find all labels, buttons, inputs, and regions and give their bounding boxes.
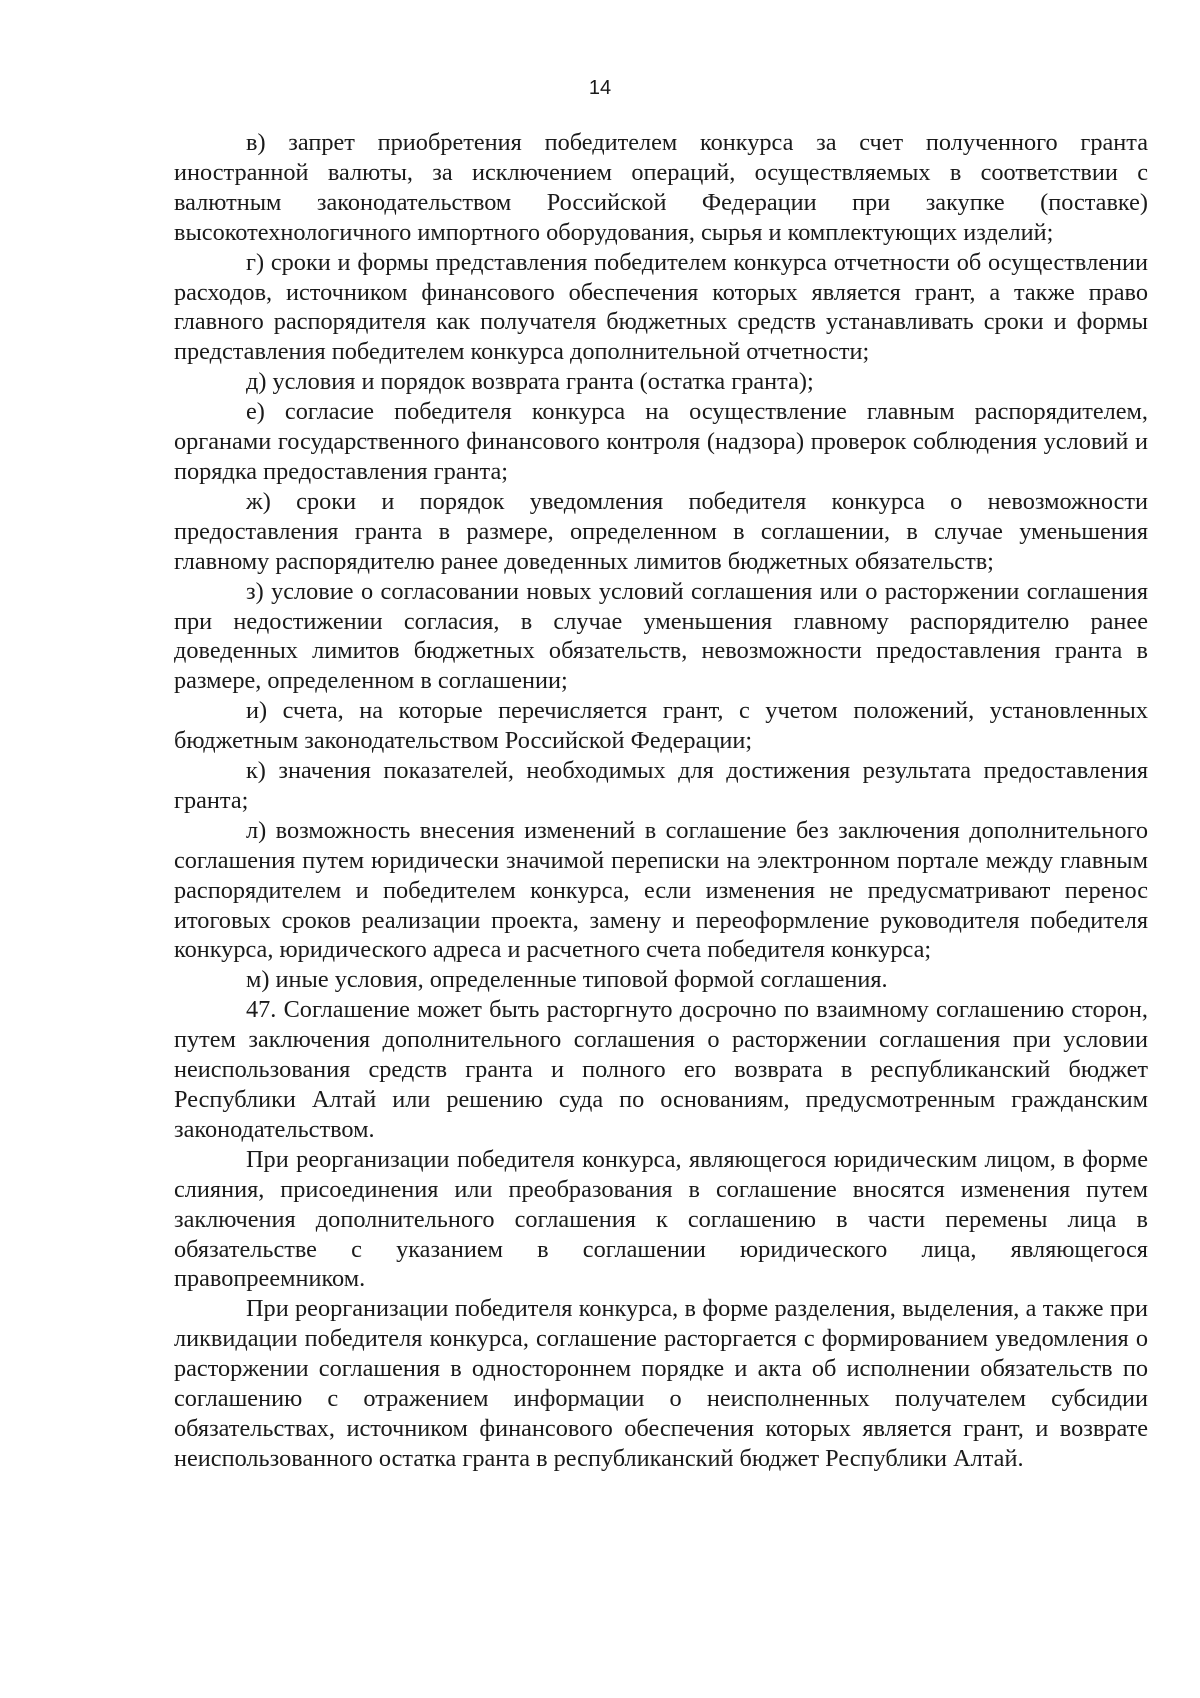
paragraph-item-k: к) значения показателей, необходимых для достижения результата предоставления гранта; <box>174 757 1148 814</box>
page-number: 14 <box>588 77 612 99</box>
paragraph-item-m: м) иные условия, определенные типовой формой соглашения. <box>246 966 888 994</box>
document-body <box>174 128 1148 1474</box>
paragraph-item-z: з) условие о согласовании новых условий соглашения или о расторжении соглашения при недостижении согласия, в случае уменьшения главному распорядителю ранее доведенных лимитов бюджетных обязательств, невозможности предоставления гранта в размере, определенном в соглашении; <box>174 577 1148 695</box>
paragraph-reorganization-division: При реорганизации победителя конкурса, в форме разделения, выделения, а также при ликвидации победителя конкурса, соглашение расторгается с формированием уведомления о расторжении соглашения в одностороннем порядке и акта об исполнении обязательств по соглашению с отражением информации о неисполненных получателем субсидии обязательствах, источником финансового обеспечения которых является грант, и возврате неиспользованного остатка гранта в республиканский бюджет Республики Алтай. <box>174 1295 1148 1472</box>
paragraph-item-zh: ж) сроки и порядок уведомления победителя конкурса о невозможности предоставления гранта в размере, определенном в соглашении, в случае уменьшения главному распорядителю ранее доведенных лимитов бюджетных обязательств; <box>174 487 1148 575</box>
paragraph-item-g: г) сроки и формы представления победителем конкурса отчетности об осуществлении расходов, источником финансового обеспечения которых является грант, а также право главного распорядителя как получателя бюджетных средств устанавливать сроки и формы представления победителем конкурса дополнительной отчетности; <box>174 248 1148 366</box>
paragraph-item-l: л) возможность внесения изменений в соглашение без заключения дополнительного соглашения путем юридически значимой переписки на электронном портале между главным распорядителем и победителем конкурса, если изменения не предусматривают перенос итоговых сроков реализации проекта, замену и переоформление руководителя победителя конкурса, юридического адреса и расчетного счета победителя конкурса; <box>174 816 1148 964</box>
paragraph-item-d: д) условия и порядок возврата гранта (остатка гранта); <box>246 368 814 396</box>
paragraph-reorganization-merger: При реорганизации победителя конкурса, являющегося юридическим лицом, в форме слияния, присоединения или преобразования в соглашение вносятся изменения путем заключения дополнительного соглашения к соглашению в части перемены лица в обязательстве с указанием в соглашении юридического лица, являющегося правопреемником. <box>174 1145 1148 1293</box>
paragraph-section-47: 47. Соглашение может быть расторгнуто досрочно по взаимному соглашению сторон, путем заключения дополнительного соглашения о расторжении соглашения при условии неиспользования средств гранта и полного его возврата в республиканский бюджет Республики Алтай или решению суда по основаниям, предусмотренным гражданским законодательством. <box>174 996 1148 1143</box>
paragraph-item-i: и) счета, на которые перечисляется грант, с учетом положений, установленных бюджетным законодательством Российской Федерации; <box>174 697 1148 755</box>
paragraph-item-v: в) запрет приобретения победителем конкурса за счет полученного гранта иностранной валюты, за исключением операций, осуществляемых в соответствии с валютным законодательством Российской Федерации при закупке (поставке) высокотехнологичного импортного оборудования, сырья и комплектующих изделий; <box>174 129 1148 246</box>
paragraph-item-e: е) согласие победителя конкурса на осуществление главным распорядителем, органами государственного финансового контроля (надзора) проверок соблюдения условий и порядка предоставления гранта; <box>174 398 1148 485</box>
